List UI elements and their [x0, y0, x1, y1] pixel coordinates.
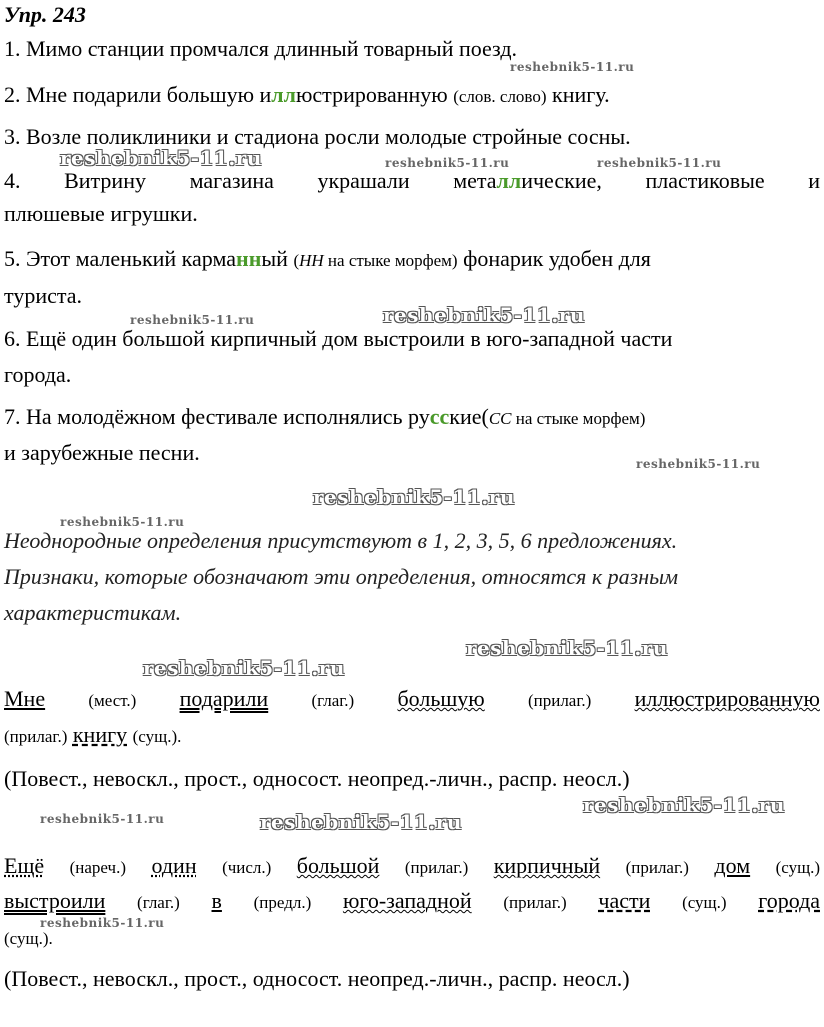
sentence-7-cont: и зарубежные песни. [4, 440, 200, 465]
watermark: reshebnik5-11.ru [130, 313, 255, 327]
watermark: reshebnik5-11.ru [597, 156, 722, 170]
watermark: reshebnik5-11.ru [583, 793, 785, 817]
watermark: reshebnik5-11.ru [383, 303, 585, 327]
sentence-2: 2. Мне подарили большую иллюстрированную (слов. слово) книгу. [4, 82, 610, 107]
parse-2-line-1: Ещё (нареч.) один (числ.) большой (прилаг.) кирпичный (прилаг.) дом (сущ.) [4, 853, 821, 878]
watermark: reshebnik5-11.ru [40, 916, 165, 930]
characteristic-1: (Повест., невоскл., прост., односост. неопред.-личн., распр. неосл.) [4, 766, 630, 791]
parse-1-line-1: Мне (мест.) подарили (глаг.) большую (прилаг.) иллюстрированную [4, 686, 820, 711]
parse-2-line-3: (сущ.). [4, 929, 53, 948]
conclusion-line-1: Неоднородные определения присутствуют в 1, 2, 3, 5, 6 предложениях. [4, 528, 678, 553]
sentence-5-cont: туриста. [4, 283, 83, 308]
parse-2-line-2: выстроили (глаг.) в (предл.) юго-западной (прилаг.) части (сущ.) города [4, 888, 821, 913]
watermark: reshebnik5-11.ru [466, 636, 668, 660]
highlight-letters: нн [236, 246, 262, 271]
sentence-7: 7. На молодёжном фестивале исполнялись русские(СС на стыке морфем) [4, 404, 646, 429]
watermark: reshebnik5-11.ru [143, 656, 345, 680]
highlight-letters: сс [429, 404, 450, 429]
highlight-letters: лл [496, 168, 522, 193]
watermark: reshebnik5-11.ru [260, 810, 462, 834]
watermark: reshebnik5-11.ru [636, 457, 761, 471]
highlight-letters: лл [271, 82, 296, 107]
watermark: reshebnik5-11.ru [313, 485, 515, 509]
watermark: reshebnik5-11.ru [40, 812, 165, 826]
sentence-6: 6. Ещё один большой кирпичный дом выстроили в юго-западной части [4, 326, 673, 351]
sentence-4: 4. Витрину магазина украшали металлические, пластиковые и [4, 168, 821, 193]
watermark: reshebnik5-11.ru [385, 156, 510, 170]
sentence-6-cont: города. [4, 362, 72, 387]
sentence-4-cont: плюшевые игрушки. [4, 201, 198, 226]
watermark: reshebnik5-11.ru [510, 60, 635, 74]
watermark: reshebnik5-11.ru [60, 146, 262, 170]
parse-1-line-2: (прилаг.) книгу (сущ.). [4, 722, 182, 747]
conclusion-line-2: Признаки, которые обозначают эти определения, относятся к разным [4, 564, 679, 589]
sentence-5: 5. Этот маленький карманный (НН на стыке морфем) фонарик удобен для [4, 246, 651, 271]
sentence-3: 3. Возле поликлиники и стадиона росли молодые стройные сосны. [4, 124, 631, 149]
sentence-1: 1. Мимо станции промчался длинный товарный поезд. [4, 36, 518, 61]
exercise-title: Упр. 243 [4, 2, 86, 27]
conclusion-line-3: характеристикам. [4, 600, 182, 625]
characteristic-2: (Повест., невоскл., прост., односост. неопред.-личн., распр. неосл.) [4, 966, 630, 991]
watermark: reshebnik5-11.ru [60, 515, 185, 529]
